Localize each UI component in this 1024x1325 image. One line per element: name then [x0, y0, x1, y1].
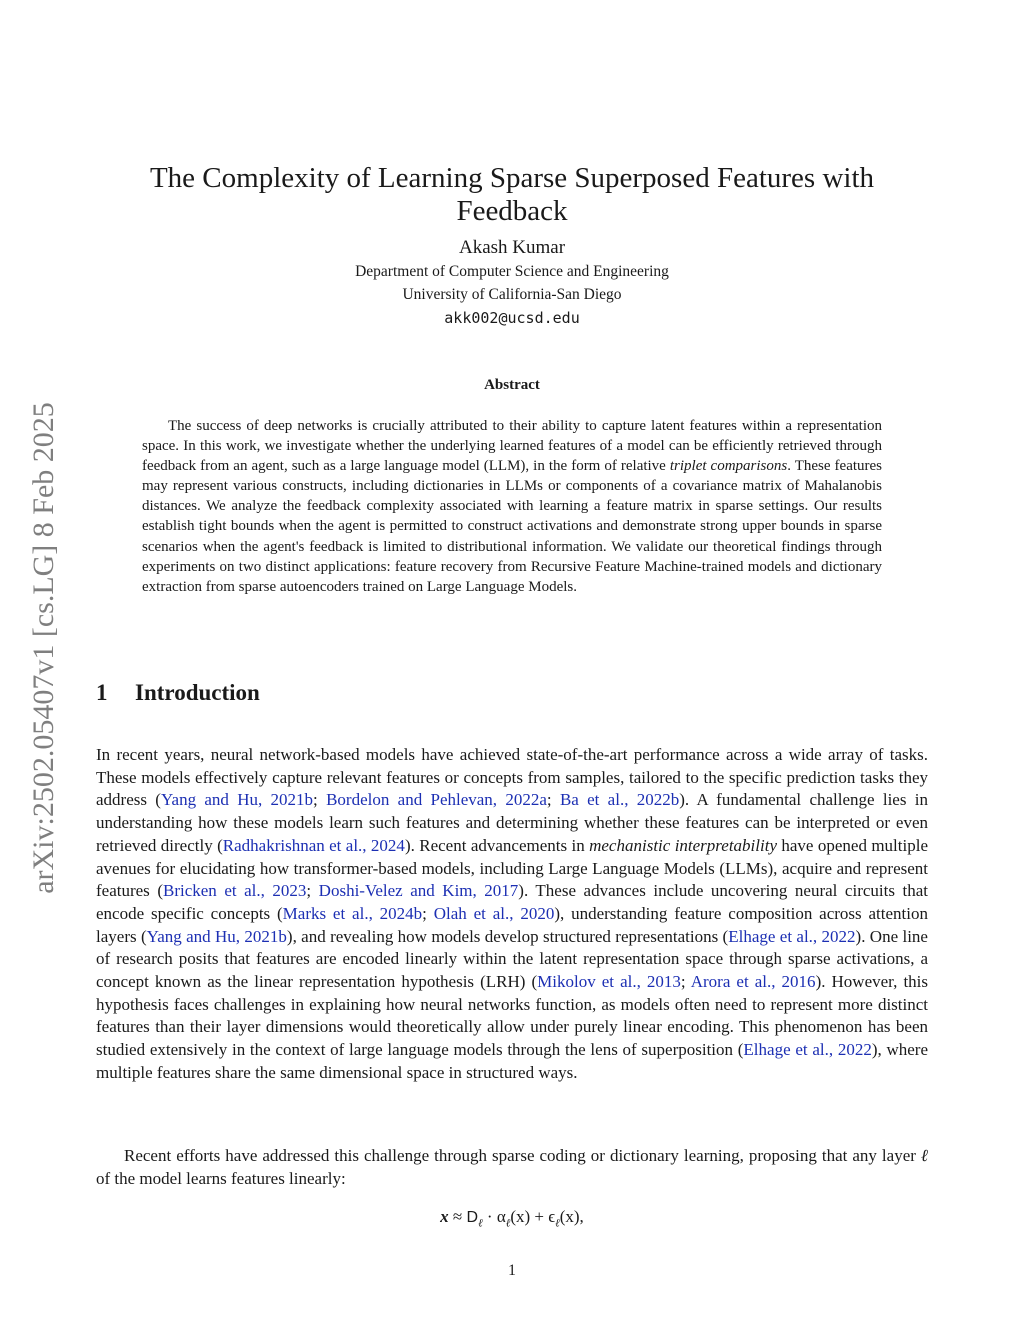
text-run: ). Recent advancements in [404, 835, 590, 855]
abstract-text: . These features may represent various constructs, including dictionaries in LLMs or components of a covariance matrix of Mahalanobis distances. We analyze the feedback complexity associated with learning a feature matrix in sparse settings. Our results establish tight bounds when the agent is permitted to construct activations and demonstrate strong upper bounds in sparse scenarios when the agent's feedback is limited to distributional information. We validate our theoretical findings through experiments on two distinct applications: feature recovery from Recursive Feature Machine-trained models and dictionary extraction from sparse autoencoders trained on Large Language Models. [142, 458, 883, 595]
text-run: ). However, this hypothesis faces challenges in explaining how neural networks function, as models often need to represent more distinct features than their layer dimensions would theoretically allow under purely linear encoding. This phenomenon has been studied extensively in the context of large language models through the lens of superposition ( [96, 972, 929, 1060]
equation [96, 1207, 928, 1229]
math-symbol: (x), [559, 1207, 584, 1226]
math-operator: ≈ [448, 1207, 467, 1226]
text-run: ; [546, 790, 560, 810]
abstract-text: The success of deep networks is crucially attributed to their ability to capture latent features within a representation space. In this work, we investigate whether the underlying learned features of a model can be efficiently retrieved through feedback from an agent, such as a large language model (LLM), in the form of relative [142, 418, 882, 475]
math-subscript: ℓ [555, 1217, 560, 1230]
author-university: University of California-San Diego [402, 286, 622, 303]
math-symbol: (x) [510, 1207, 531, 1226]
text-run: Recent efforts have addressed this challenge through sparse coding or dictionary learning, proposing that any layer [124, 1146, 921, 1165]
text-run: ). These advances include uncovering neural circuits that encode specific concepts ( [96, 881, 928, 923]
citation-link[interactable]: Yang and Hu, 2021b [160, 790, 314, 810]
citation-link[interactable]: Bordelon and Pehlevan, 2022a [326, 790, 547, 810]
citation-link[interactable]: Ba et al., 2022b [559, 790, 680, 810]
author-name: Akash Kumar [458, 237, 566, 258]
section-number: 1 [96, 680, 108, 705]
citation-link[interactable]: Arora et al., 2016 [690, 972, 816, 992]
citation-link[interactable]: Yang and Hu, 2021b [146, 926, 287, 946]
arxiv-stamp[interactable]: arXiv:2502.05407v1 [cs.LG] 8 Feb 2025 [27, 402, 60, 894]
math-symbol: ℓ [920, 1146, 928, 1165]
math-subscript: ℓ [505, 1217, 511, 1230]
author-department: Department of Computer Science and Engineering [355, 263, 669, 280]
abstract-body [142, 416, 882, 597]
math-symbol: D [466, 1209, 479, 1226]
text-run: have opened multiple avenues for elucidating how transformer-based models, including Large Language Models (LLMs), acquire and represent features ( [96, 835, 929, 901]
math-subscript: ℓ [478, 1217, 483, 1230]
citation-link[interactable]: Olah et al., 2020 [433, 903, 555, 923]
intro-paragraph-1 [96, 744, 928, 1085]
text-run: of the model learns features linearly: [96, 1168, 346, 1188]
paper-title: The Complexity of Learning Sparse Superposed Features with Feedback [149, 162, 875, 227]
citation-link[interactable]: Elhage et al., 2022 [728, 926, 856, 946]
author-block [96, 236, 928, 330]
section-title: Introduction [135, 680, 260, 705]
text-run: ), understanding feature composition across attention layers ( [96, 903, 928, 946]
emphasis-text: mechanistic interpretability [589, 835, 777, 855]
text-run: ). One line of research posits that features are encoded linearly within the latent representation space through sparse activations, a concept known as the linear representation hypothesis (LRH) ( [96, 926, 928, 992]
citation-link[interactable]: Mikolov et al., 2013 [537, 972, 681, 992]
text-run: ; [313, 790, 327, 810]
math-symbol: + ϵ [530, 1207, 556, 1226]
citation-link[interactable]: Marks et al., 2024b [282, 903, 423, 923]
text-run: ; [422, 903, 434, 923]
citation-link[interactable]: Doshi-Velez and Kim, 2017 [318, 881, 519, 901]
text-run: ; [306, 881, 319, 901]
abstract-heading: Abstract [484, 377, 540, 393]
text-run: ), where multiple features share the same dimensional space in structured ways. [96, 1040, 928, 1082]
text-run: ; [680, 972, 691, 992]
text-run: In recent years, neural network-based models have achieved state-of-the-art performance across a wide array of tasks. These models effectively capture relevant features or concepts from samples, tailored to the specific prediction tasks they address ( [96, 745, 928, 810]
math-symbol: · α [482, 1207, 506, 1226]
abstract-emphasis: triplet comparisons [669, 458, 788, 475]
citation-link[interactable]: Radhakrishnan et al., 2024 [222, 835, 405, 855]
intro-paragraph-2 [96, 1145, 928, 1190]
text-run: ), and revealing how models develop structured representations ( [286, 926, 729, 946]
citation-link[interactable]: Elhage et al., 2022 [743, 1040, 872, 1060]
page-number: 1 [508, 1262, 516, 1279]
section-heading-introduction [96, 680, 260, 706]
text-run: ). A fundamental challenge lies in understanding how these models learn such features and determining whether these features can be interpreted or even retrieved directly ( [96, 790, 928, 855]
citation-link[interactable]: Bricken et al., 2023 [162, 881, 307, 901]
author-email[interactable]: akk002@ucsd.edu [444, 309, 580, 327]
math-symbol: x [440, 1207, 449, 1226]
